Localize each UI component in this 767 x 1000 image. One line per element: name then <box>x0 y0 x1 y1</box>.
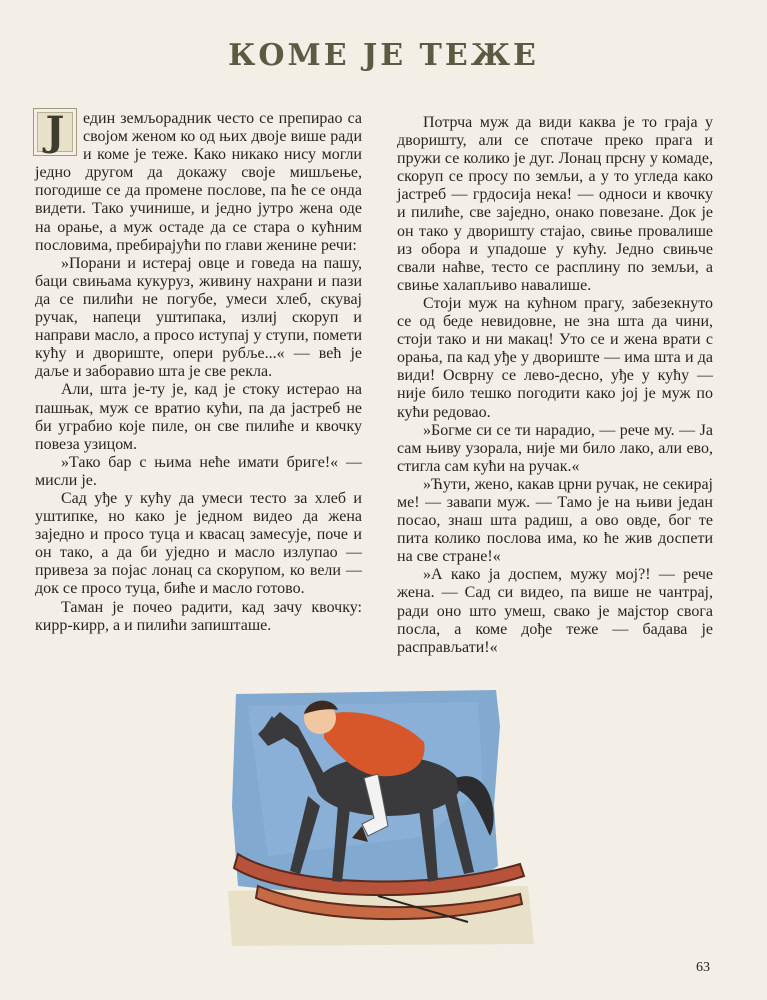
left-column <box>35 110 362 635</box>
page-number: 63 <box>696 960 710 975</box>
paragraph-5: Сад уђе у кућу да умеси тесто за хлеб и уштипке, но како је једном видео да жена заједно и просо туца и квасац замесује, поче и он тако, а да би уједно и масло излупао — привеза за појас лонац са скорупом, ко вели — док се просо туца, биће и масло готово. <box>35 489 362 598</box>
paragraph-7: Потрча муж да види каква је то граја у дворишту, али се спотаче преко прага и пружи се колико је дуг. Лонац прсну у комаде, скоруп се просу по земљи, а у то угледа како јастреб — грдосија нека! — односи и квочку и пилиће, све заједно, онако повезане. Док је он тако у дворишту стајао, свиње провалише из обора и упадоше у кућу. Једно свињче свали наћве, тесто се расплину по земљи, а свиње халапљиво навалише. <box>397 114 713 294</box>
drop-cap: Ј <box>33 108 77 156</box>
paragraph-1 <box>35 110 362 255</box>
page-title: КОМЕ ЈЕ ТЕЖЕ <box>228 38 539 73</box>
paragraph-2: »Порани и истерај овце и говеда на пашу, баци свињама кукуруз, живину нахрани и пази да се пилићи не погубе, умеси хлеб, скувај ручак, напеци уштипака, излиј скоруп и направи масло, а просо иступај у ступи, помети кућу и двориште, опери рубље...« — већ је даље и заборавио шта је све рекла. <box>35 254 362 381</box>
paragraph-3: Али, шта је-ту је, кад је стоку истерао на пашњак, муж се вратио кући, па да јастреб не би уграбио које пиле, он све пилиће и квочку повеза узицом. <box>35 381 362 453</box>
paragraph-10: »Ћути, жено, какав црни ручак, не секирај ме! — завапи муж. — Тамо је на њиви један посао, знаш шта радиш, а ово овде, бог те пита колико послова има, ко ће жив доспети на све стране!« <box>397 475 713 566</box>
right-column <box>397 114 713 657</box>
paragraph-1-text: един земљорадник често се препирао са својом женом ко од њих двоје више ради и коме је теже. Како никако нису могли једно другом да докажу своје мишљење, погодише се да промене послове, па ће се онда видети. Тако учинише, и једно јутро жена оде на орање, а муж остаде да се стара о кућним пословима, пребирајући по глави женине речи: <box>35 110 362 254</box>
paragraph-9: »Богме си се ти нарадио, — рече му. — Ја сам њиву узорала, није ми било лако, али ево, стигла сам кући на ручак.« <box>397 421 713 475</box>
paragraph-8: Стоји муж на кућном прагу, забезекнуто се од беде невидовне, не зна шта да чини, стоји тако и ни макац! Уто се и жена врати с орања, па кад уђе у двориште — има шта и да види! Осврну се лево-десно, уђе у кућу — није било тешко погодити како јој је муж по кући редовао. <box>397 294 713 421</box>
paragraph-6: Таман је почео радити, кад зачу квочку: кирр-кирр, а и пилићи запишташе. <box>35 598 362 634</box>
paragraph-11: »А како ја доспем, мужу мој?! — рече жена. — Сад си видео, па више не чантрај, ради оно што умеш, свако је мајстор свога посла, а коме дође теже — бадава је расправљати!« <box>397 566 713 656</box>
paragraph-4: »Тако бар с њима неће имати бриге!« — мисли је. <box>35 453 362 489</box>
rocking-horse-illustration <box>228 686 538 948</box>
